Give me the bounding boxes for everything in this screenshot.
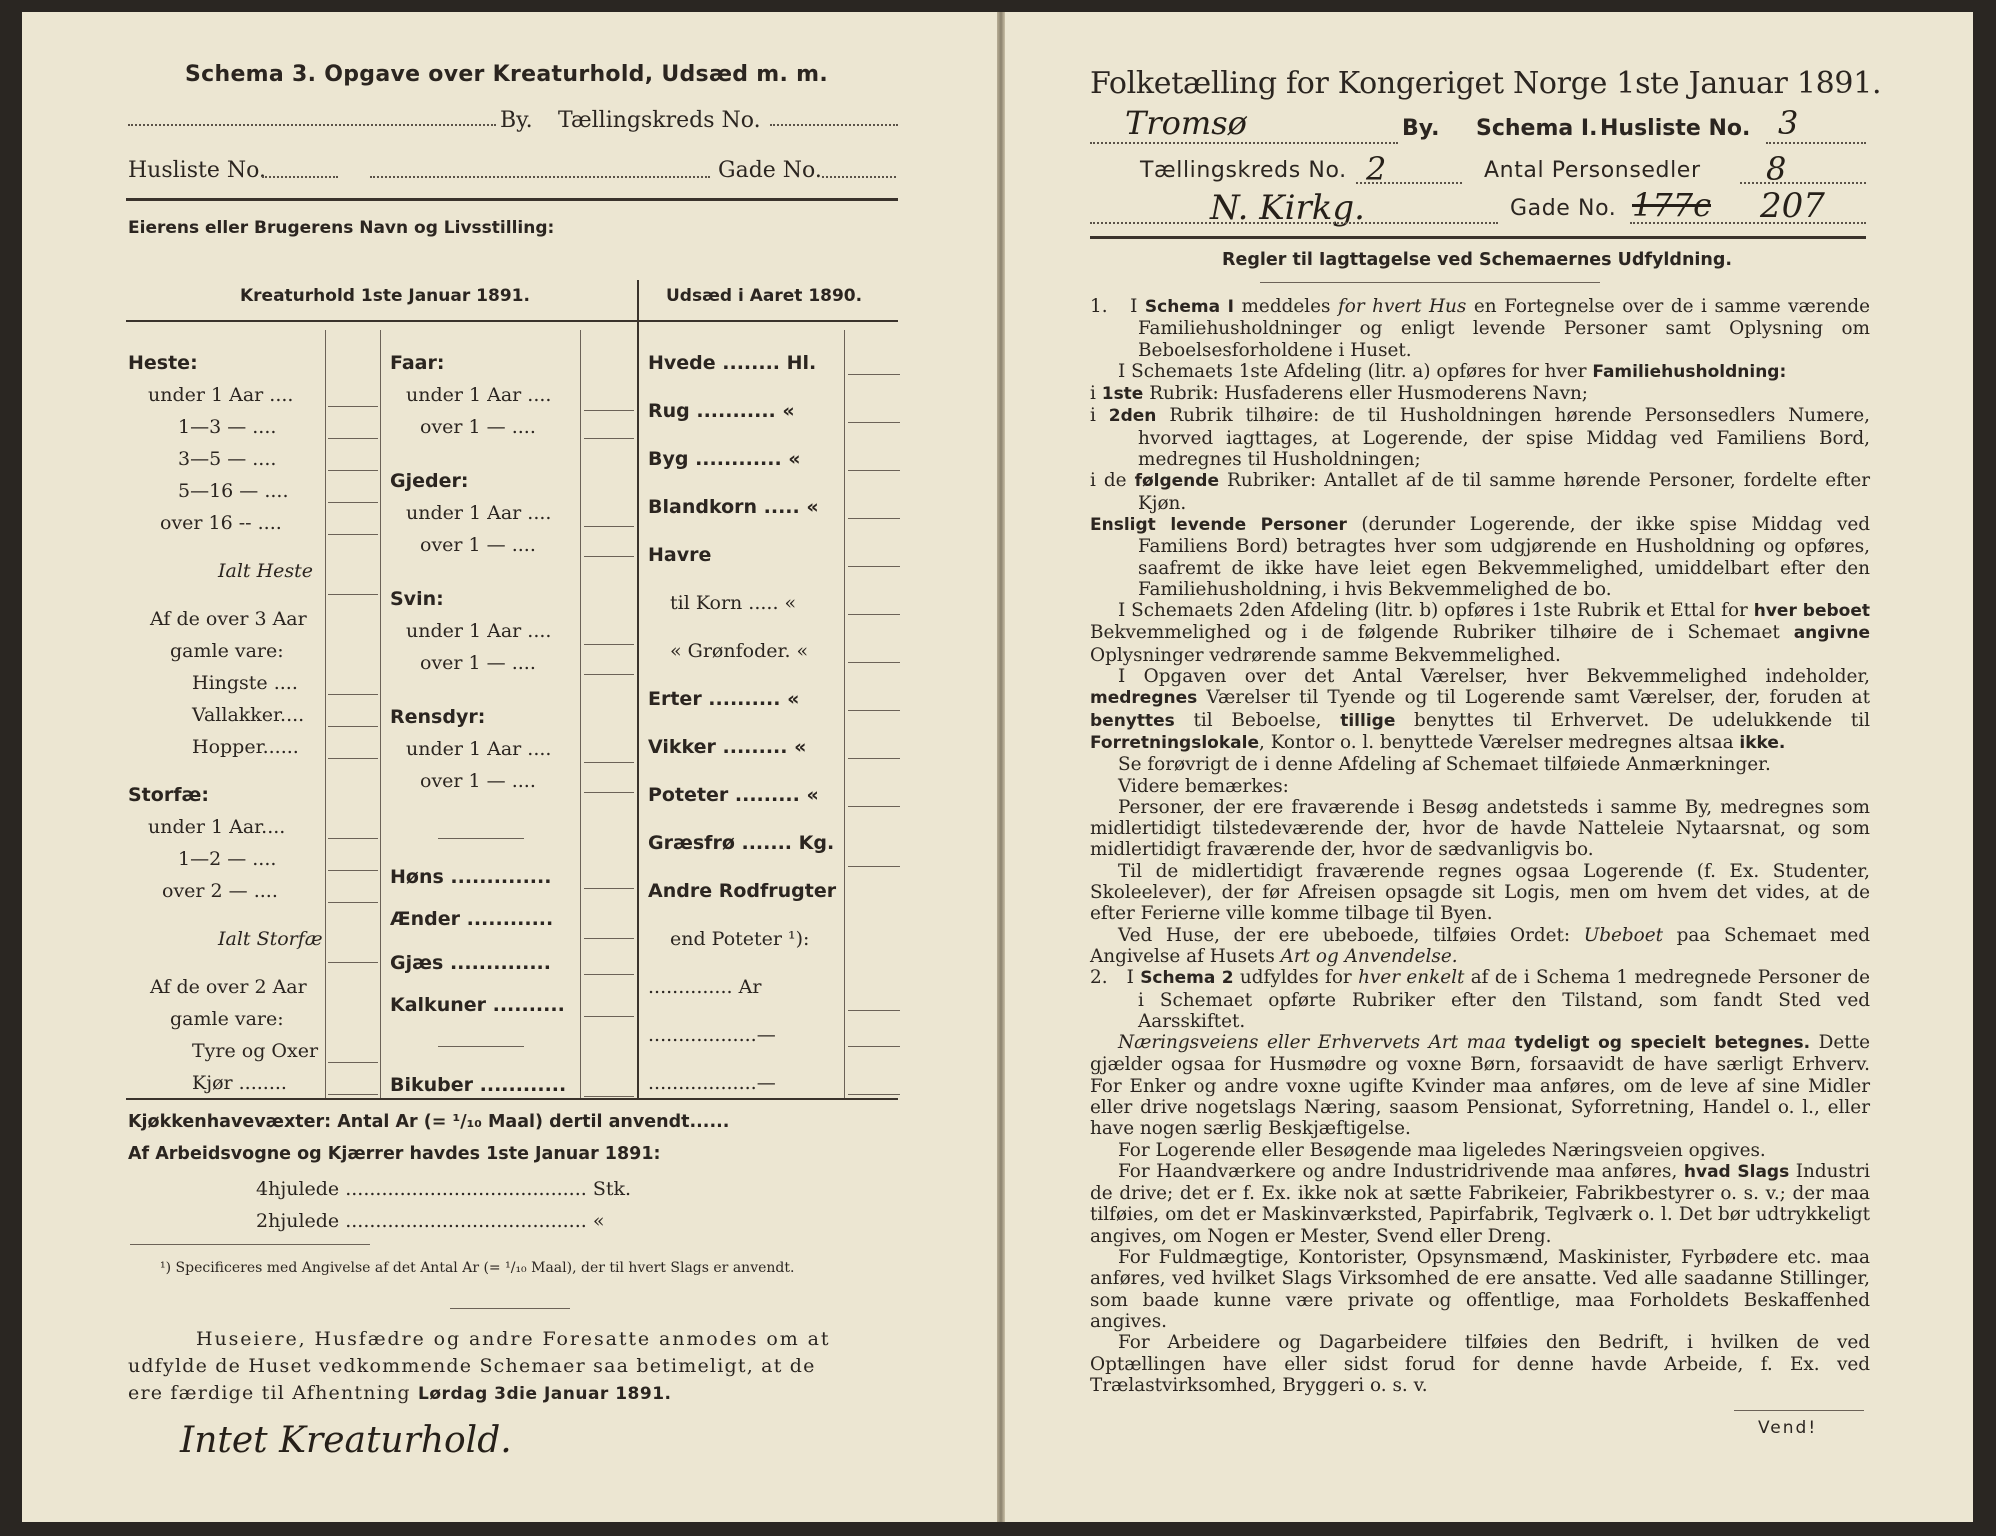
footnote: ¹) Specificeres med Angivelse af det Antal Ar (= ¹/₁₀ Maal), der til hvert Slags er anvendt. bbox=[160, 1260, 795, 1276]
vend-label: Vend! bbox=[1758, 1418, 1818, 1438]
gade-handwritten: N. Kirkg. bbox=[1210, 188, 1365, 228]
taellingskreds-label-right: Tællingskreds No. bbox=[1140, 158, 1347, 183]
havre-gronfoder: « Grønfoder. « bbox=[670, 640, 809, 662]
faar-under1: under 1 Aar .... bbox=[406, 384, 552, 406]
kreaturhold-header: Kreaturhold 1ste Januar 1891. bbox=[240, 286, 530, 306]
heste-under1: under 1 Aar .... bbox=[148, 384, 294, 406]
rensdyr-under1: under 1 Aar .... bbox=[406, 738, 552, 760]
blank[interactable] bbox=[848, 422, 900, 423]
blank[interactable] bbox=[584, 526, 634, 527]
gjeder-over1: over 1 — .... bbox=[420, 534, 536, 556]
right-header-rule bbox=[1090, 236, 1866, 239]
husliste-field-right[interactable] bbox=[1766, 142, 1866, 144]
heste-over16: over 16 -- .... bbox=[160, 512, 282, 534]
andre-rodfrugter: Andre Rodfrugter bbox=[648, 880, 837, 902]
schema1-label: Schema I. bbox=[1476, 116, 1598, 141]
to-hjulede: 2hjulede ........................................ « bbox=[256, 1210, 605, 1232]
notice-line2: udfylde de Huset vedkommende Schemaer saa betimeligt, at de bbox=[128, 1355, 816, 1377]
blank[interactable] bbox=[848, 518, 900, 519]
udsaed-header: Udsæd i Aaret 1890. bbox=[666, 286, 863, 306]
col1-line-b bbox=[380, 330, 381, 1098]
havre-til-korn: til Korn ..... « bbox=[670, 592, 797, 614]
col3-line-a bbox=[844, 330, 845, 1098]
table-divider bbox=[637, 280, 639, 1098]
blank[interactable] bbox=[584, 1016, 634, 1017]
schema3-title: Schema 3. Opgave over Kreaturhold, Udsæd m. m. bbox=[185, 62, 829, 87]
regler-title: Regler til Iagttagelse ved Schemaernes Udfyldning. bbox=[1222, 250, 1733, 270]
blank[interactable] bbox=[848, 758, 900, 759]
blank[interactable] bbox=[584, 556, 634, 557]
handwritten-note: Intet Kreaturhold. bbox=[180, 1420, 512, 1461]
aender: Ænder ............ bbox=[390, 908, 554, 930]
kjokkenhavevaexter: Kjøkkenhavevæxter: Antal Ar (= ¹/₁₀ Maal) dertil anvendt...... bbox=[128, 1112, 730, 1132]
blank[interactable] bbox=[848, 614, 900, 615]
storfae-under1: under 1 Aar.... bbox=[148, 816, 286, 838]
by-field[interactable] bbox=[128, 124, 496, 126]
antal-personsedler-label: Antal Personsedler bbox=[1484, 158, 1701, 183]
blank[interactable] bbox=[328, 470, 378, 471]
footnote-rule bbox=[130, 1244, 370, 1245]
rodfrugt-line3: ..................— bbox=[648, 1072, 776, 1094]
storfae-heading: Storfæ: bbox=[128, 784, 209, 806]
blank[interactable] bbox=[328, 838, 378, 839]
blank[interactable] bbox=[328, 594, 378, 595]
blank[interactable] bbox=[848, 566, 900, 567]
blank[interactable] bbox=[584, 974, 634, 975]
table-bottom-rule bbox=[126, 1098, 898, 1100]
blank[interactable] bbox=[328, 694, 378, 695]
poteter: Poteter ......... « bbox=[648, 784, 819, 806]
gjeder-under1: under 1 Aar .... bbox=[406, 502, 552, 524]
blank[interactable] bbox=[328, 534, 378, 535]
blank[interactable] bbox=[328, 870, 378, 871]
antal-handwritten: 8 bbox=[1766, 150, 1787, 188]
notice-rule bbox=[450, 1308, 570, 1309]
notice-line3-text: ere færdige til Afhentning bbox=[128, 1382, 411, 1404]
rensdyr-heading: Rensdyr: bbox=[390, 706, 486, 728]
blank[interactable] bbox=[328, 726, 378, 727]
svin-heading: Svin: bbox=[390, 588, 444, 610]
census-title: Folketælling for Kongeriget Norge 1ste Januar 1891. bbox=[1090, 66, 1882, 101]
storfae-gamle: gamle vare: bbox=[170, 1008, 284, 1030]
gade-no-handwritten: 207 bbox=[1760, 186, 1825, 226]
vend-rule bbox=[1734, 1410, 1864, 1411]
left-page bbox=[22, 12, 997, 1522]
byg: Byg ............ « bbox=[648, 448, 801, 470]
col2-line-a bbox=[580, 330, 581, 1098]
rodfrugt-line2: ..................— bbox=[648, 1024, 776, 1046]
gade-label-right: Gade No. bbox=[1510, 196, 1617, 221]
gade-field-right[interactable] bbox=[1090, 222, 1498, 224]
heste-1-3: 1—3 — .... bbox=[178, 416, 277, 438]
hingste: Hingste .... bbox=[192, 672, 298, 694]
erter: Erter .......... « bbox=[648, 688, 800, 710]
end-poteter: end Poteter ¹): bbox=[670, 928, 810, 950]
heste-3-5: 3—5 — .... bbox=[178, 448, 277, 470]
husliste-handwritten: 3 bbox=[1778, 104, 1799, 142]
storfae-1-2: 1—2 — .... bbox=[178, 848, 277, 870]
rules-body: 1. I Schema I meddeles for hvert Hus en Fortegnelse over de i samme værende Familiehusholdninger og enligt levende Personer samt Oplysning om Beboelsesforholdene i Huset. I Schemaets 1ste Afdeling (litr. a) opføres for hver Familiehusholdning: i 1ste Rubrik: Husfaderens eller Husmoderens Navn; i 2den Rubrik tilhøire: de til Husholdningen hørende Personsedlers Numere, hvorved iagttages, at Logerende, der spise Middag ved Familiens Bord, medregnes til Husholdningen; i de følgende Rubriker: Antallet af de til samme hørende Personer, fordelte efter Kjøn. Ensligt levende Personer (derunder Logerende, der ikke spise Middag ved Familiens Bord) betragtes hver som udgjørende en Husholdning og opføres, saafremt de ikke have leiet egen Bekvemmelighed, umiddelbart efter den Familiehusholdning, i hvis Bekvemmelighed de bo. I Schemaets 2den Afdeling (litr. b) opføres i 1ste Rubrik et Ettal for hver beboet Bekvemmelighed og i de følgende Rubriker tilhøire de i Schemaet angivne Oplysninger vedrørende samme Bekvemmelighed. I Opgaven over det Antal Værelser, hver Bekvemmelighed indeholder, medregnes Værelser til Tyende og til Logerende samt Værelser, der, foruden at benyttes til Beboelse, tillige benyttes til Erhvervet. De udelukkende til Forretningslokale, Kontor o. l. benyttede Værelser medregnes altsaa ikke. Se forøvrigt de i denne Afdeling af Schemaet tilføiede Anmærkninger. Videre bemærkes: Personer, der ere fraværende i Besøg andetsteds i samme By, medregnes som midlertidigt tilstedeværende der, hvor de havde Natteleie Nytaarsnat, og som midlertidigt fraværende der, hvor de sædvanligvis bo. Til de midlertidigt fraværende regnes ogsaa Logerende (f. Ex. Studenter, Skoleelever), der før Afreisen opsagde sit Logis, men om hvem det vides, at de efter Ferierne ville komme tilbage til Byen. Ved Huse, der ere ubeboede, tilføies Ordet: Ubeboet paa Schemaet med Angivelse af Husets Art og Anvendelse. 2. I Schema 2 udfyldes for hver enkelt af de i Schema 1 medregnede Personer de i Schemaet opførte Rubriker efter den Tilstand, som fandt Sted ved Aarsskiftet. Næringsveiens eller Erhvervets Art maa tydeligt og specielt betegnes. Dette gjælder ogsaa for Husmødre og voxne Børn, forsaavidt de have særligt Erhverv. For Enker og andre voxne ugifte Kvinder maa anføres, om de leve af sine Midler eller drive nogetslags Næring, saasom Pensionat, Syforretning, Handel o. l., eller have nogen særlig Beskjæftigelse. For Logerende eller Besøgende maa ligeledes Næringsveien opgives. For Haandværkere og andre Industridrivende maa anføres, hvad Slags Industri de drive; det er f. Ex. ikke nok at sætte Fabrikeier, Fabrikbestyrer o. s. v.; der maa tilføies, om det er Maskinværksted, Papirfabrik, Teglværk o. l. Det bør udtrykkeligt angives, om Nogen er Mester, Svend eller Dreng. For Fuldmægtige, Kontorister, Opsynsmænd, Maskinister, Fyrbødere etc. maa anføres, ved hvilket Slags Virksomhed de ere ansatte. Ved alle saadanne Stillinger, som baade kunne være private og offentlige, maa Forholdets Beskaffenhed angives. For Arbeidere og Dagarbeidere tilføies den Bedrift, i hvilken de ved Optællingen have eller sidst forud for denne havde Arbeide, f. Ex. ved Trælastvirksomhed, Bryggeri o. s. v. bbox=[1090, 296, 1870, 1396]
blank[interactable] bbox=[584, 644, 634, 645]
col2-separator bbox=[438, 838, 524, 839]
blank[interactable] bbox=[584, 762, 634, 763]
blandkorn: Blandkorn ..... « bbox=[648, 496, 819, 518]
taellingskreds-handwritten: 2 bbox=[1366, 150, 1387, 188]
blank[interactable] bbox=[848, 1010, 900, 1011]
blank[interactable] bbox=[328, 502, 378, 503]
taellingskreds-field-right[interactable] bbox=[1356, 182, 1462, 184]
hopper: Hopper...... bbox=[192, 736, 299, 758]
regler-rule bbox=[1260, 282, 1600, 283]
graesfro: Græsfrø ....... Kg. bbox=[648, 832, 835, 854]
taellingskreds-label: Tællingskreds No. bbox=[558, 108, 761, 133]
taellingskreds-field[interactable] bbox=[770, 124, 898, 126]
storfae-over2-aar: Af de over 2 Aar bbox=[150, 976, 307, 998]
blank[interactable] bbox=[328, 438, 378, 439]
blank[interactable] bbox=[328, 1094, 378, 1095]
gade-no-field[interactable] bbox=[1630, 222, 1866, 224]
blank[interactable] bbox=[848, 1046, 900, 1047]
blank[interactable] bbox=[584, 938, 634, 939]
blank[interactable] bbox=[328, 758, 378, 759]
vallakker: Vallakker.... bbox=[192, 704, 305, 726]
blank[interactable] bbox=[848, 710, 900, 711]
by-label-right: By. bbox=[1402, 116, 1440, 141]
blank[interactable] bbox=[328, 1062, 378, 1063]
heste-heading: Heste: bbox=[128, 352, 198, 374]
notice-deadline: Lørdag 3die Januar 1891. bbox=[418, 1384, 672, 1404]
bikuber: Bikuber ............ bbox=[390, 1074, 567, 1096]
blank[interactable] bbox=[584, 674, 634, 675]
vikker: Vikker ......... « bbox=[648, 736, 807, 758]
blank[interactable] bbox=[584, 792, 634, 793]
gade-label: Gade No. bbox=[718, 158, 822, 183]
kalkuner: Kalkuner .......... bbox=[390, 994, 565, 1016]
blank[interactable] bbox=[328, 962, 378, 963]
col2-separator bbox=[438, 1046, 524, 1047]
blank[interactable] bbox=[848, 806, 900, 807]
faar-heading: Faar: bbox=[390, 352, 445, 374]
gade-field[interactable] bbox=[822, 176, 896, 178]
blank[interactable] bbox=[584, 410, 634, 411]
blank[interactable] bbox=[848, 470, 900, 471]
book-spine bbox=[997, 12, 1005, 1522]
table-top-rule bbox=[126, 320, 898, 322]
blank[interactable] bbox=[328, 902, 378, 903]
hons: Høns .............. bbox=[390, 866, 552, 888]
faar-over1: over 1 — .... bbox=[420, 416, 536, 438]
heste-5-16: 5—16 — .... bbox=[178, 480, 289, 502]
gjaes: Gjæs .............. bbox=[390, 952, 551, 974]
blank[interactable] bbox=[328, 406, 378, 407]
gjeder-heading: Gjeder: bbox=[390, 470, 469, 492]
arbeidsvogne: Af Arbeidsvogne og Kjærrer havdes 1ste Januar 1891: bbox=[128, 1144, 661, 1164]
blank[interactable] bbox=[848, 1094, 900, 1095]
notice-line3 bbox=[128, 1382, 672, 1404]
navn-field[interactable] bbox=[370, 176, 710, 178]
blank[interactable] bbox=[848, 374, 900, 375]
by-field-right[interactable] bbox=[1090, 142, 1398, 144]
heste-gamle: gamle vare: bbox=[170, 640, 284, 662]
antal-field[interactable] bbox=[1740, 182, 1866, 184]
blank[interactable] bbox=[848, 662, 900, 663]
col1-line-a bbox=[325, 330, 326, 1098]
husliste-label: Husliste No. bbox=[128, 158, 266, 183]
blank[interactable] bbox=[584, 438, 634, 439]
ialt-heste: Ialt Heste bbox=[218, 560, 314, 582]
husliste-field[interactable] bbox=[262, 176, 338, 178]
rodfrugt-ar: .............. Ar bbox=[648, 976, 762, 998]
hvede: Hvede ........ Hl. bbox=[648, 352, 817, 374]
notice-line1: Huseiere, Husfædre og andre Foresatte anmodes om at bbox=[196, 1328, 831, 1350]
blank[interactable] bbox=[584, 888, 634, 889]
by-label: By. bbox=[500, 108, 533, 133]
rug: Rug ........... « bbox=[648, 400, 795, 422]
rensdyr-over1: over 1 — .... bbox=[420, 770, 536, 792]
by-handwritten: Tromsø bbox=[1125, 104, 1247, 142]
blank[interactable] bbox=[848, 866, 900, 867]
svin-over1: over 1 — .... bbox=[420, 652, 536, 674]
eier-label: Eierens eller Brugerens Navn og Livsstilling: bbox=[128, 218, 555, 238]
ialt-storfae: Ialt Storfæ bbox=[218, 928, 323, 950]
heste-over3: Af de over 3 Aar bbox=[150, 608, 307, 630]
husliste-label-right: Husliste No. bbox=[1600, 116, 1751, 141]
svin-under1: under 1 Aar .... bbox=[406, 620, 552, 642]
fire-hjulede: 4hjulede ........................................ Stk. bbox=[256, 1178, 632, 1200]
havre: Havre bbox=[648, 544, 712, 566]
tyre-oxer: Tyre og Oxer bbox=[192, 1040, 319, 1062]
storfae-over2: over 2 — .... bbox=[162, 880, 278, 902]
gade-no-struck: 177c bbox=[1632, 186, 1711, 224]
kjor: Kjør ........ bbox=[192, 1072, 287, 1094]
blank[interactable] bbox=[584, 1096, 634, 1097]
header-rule bbox=[126, 198, 898, 201]
